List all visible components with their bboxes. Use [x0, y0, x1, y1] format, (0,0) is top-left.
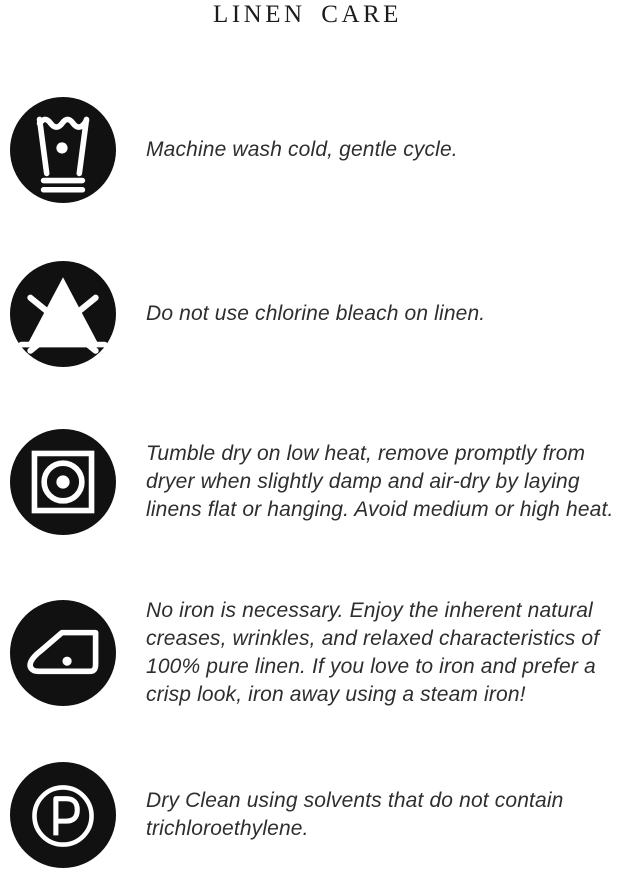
dry-clean-icon — [10, 762, 116, 868]
care-instruction-machine-wash: Machine wash cold, gentle cycle. — [146, 138, 458, 161]
care-instruction-tumble-dry: Tumble dry on low heat, remove promptly from dryer when slightly damp and air-dry by laying linens flat or hanging. Avoid medium or high heat. — [146, 442, 614, 521]
care-instruction-iron: No iron is necessary. Enjoy the inherent natural creases, wrinkles, and relaxed characteristics of 100% pure linen. If you love to iron and prefer a crisp look, iron away using a steam iron! — [146, 599, 600, 706]
iron-icon — [10, 600, 116, 706]
care-row-no-bleach — [10, 261, 622, 367]
no-bleach-icon — [10, 261, 116, 367]
care-row-dry-clean — [10, 762, 622, 868]
tumble-dry-icon — [10, 429, 116, 535]
machine-wash-icon — [10, 97, 116, 203]
care-row-iron — [10, 600, 622, 706]
care-row-machine-wash — [10, 97, 622, 203]
care-instruction-no-bleach: Do not use chlorine bleach on linen. — [146, 302, 486, 325]
care-row-tumble-dry — [10, 429, 622, 535]
care-instruction-dry-clean: Dry Clean using solvents that do not contain trichloroethylene. — [146, 789, 564, 840]
page-title: LINEN CARE — [213, 1, 402, 28]
